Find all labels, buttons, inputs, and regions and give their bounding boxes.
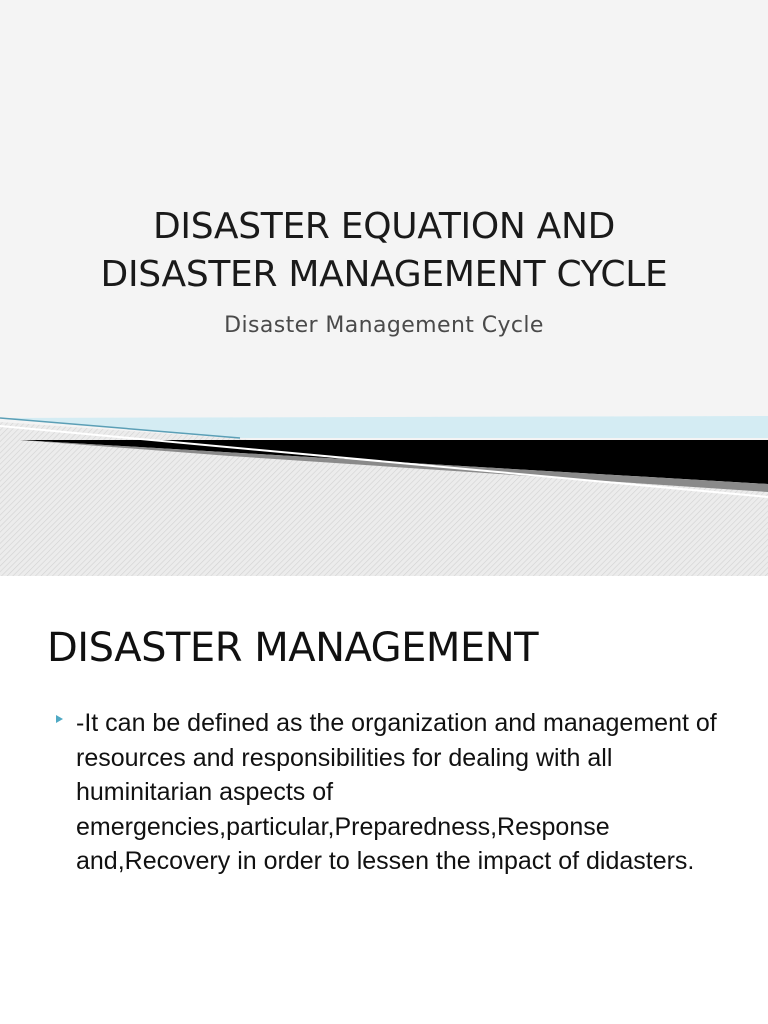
slide-title xyxy=(0,203,768,299)
content-slide xyxy=(0,576,768,1024)
slide-title-line-2: DISASTER MANAGEMENT CYCLE xyxy=(100,254,668,295)
bullet-text: -It can be defined as the organization and management of resources and responsibilities for dealing with all huminitarian aspects of emergencies,particular,Preparedness,Response and,Recovery in order to lessen the impact of didasters. xyxy=(76,709,717,875)
slide-heading: DISASTER MANAGEMENT xyxy=(47,625,539,671)
slide-title-line-1: DISASTER EQUATION AND xyxy=(152,206,616,247)
slide-subtitle: Disaster Management Cycle xyxy=(224,313,544,338)
triangle-bullet-icon xyxy=(56,715,63,723)
